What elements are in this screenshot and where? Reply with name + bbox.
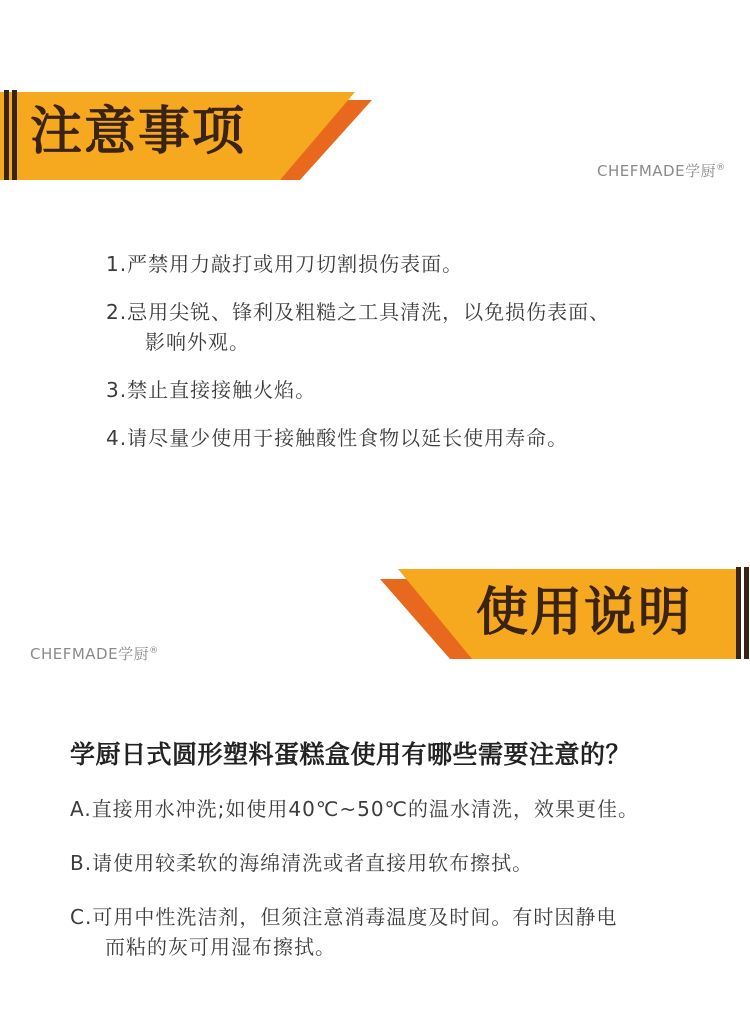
notice-item: [106, 249, 610, 279]
notice-item-text: 3.禁止直接接触火焰。: [106, 378, 317, 402]
registered-mark: ®: [716, 163, 726, 173]
brand-logo-top: [597, 160, 726, 181]
answer-item-continuation: 而粘的灰可用湿布擦拭。: [105, 935, 336, 959]
notice-item: [106, 423, 610, 453]
notice-list: [106, 249, 610, 453]
brand-logo-text: CHEFMADE学厨: [30, 645, 150, 663]
notice-item-text: 4.请尽量少使用于接触酸性食物以延长使用寿命。: [106, 426, 569, 450]
answer-item-text: A.直接用水冲洗;如使用40℃~50℃的温水清洗，效果更佳。: [70, 797, 640, 821]
answer-item: [70, 848, 639, 878]
notice-item-text: 1.严禁用力敲打或用刀切割损伤表面。: [106, 252, 464, 276]
notice-item-text: 2.忌用尖锐、锋利及粗糙之工具清洗，以免损伤表面、: [106, 300, 611, 324]
instructions-banner: [380, 565, 750, 661]
registered-mark: ®: [149, 646, 159, 656]
notice-banner: [0, 84, 380, 180]
notice-item: [106, 375, 610, 405]
answer-item-text: C.可用中性洗洁剂，但须注意消毒温度及时间。有时因静电: [70, 905, 618, 929]
notice-item-continuation: 影响外观。: [145, 330, 250, 354]
brand-logo-text: CHEFMADE学厨: [597, 162, 717, 180]
answer-item: [70, 794, 639, 824]
notice-title: 注意事项: [30, 102, 247, 162]
brand-logo-bottom: [30, 643, 159, 664]
answer-item-text: B.请使用较柔软的海绵清洗或者直接用软布擦拭。: [70, 851, 534, 875]
answer-list: [70, 794, 639, 962]
faq-question: 学厨日式圆形塑料蛋糕盒使用有哪些需要注意的？: [70, 740, 632, 769]
notice-item: [106, 297, 610, 357]
instructions-title: 使用说明: [476, 583, 693, 643]
answer-item: [70, 902, 639, 962]
